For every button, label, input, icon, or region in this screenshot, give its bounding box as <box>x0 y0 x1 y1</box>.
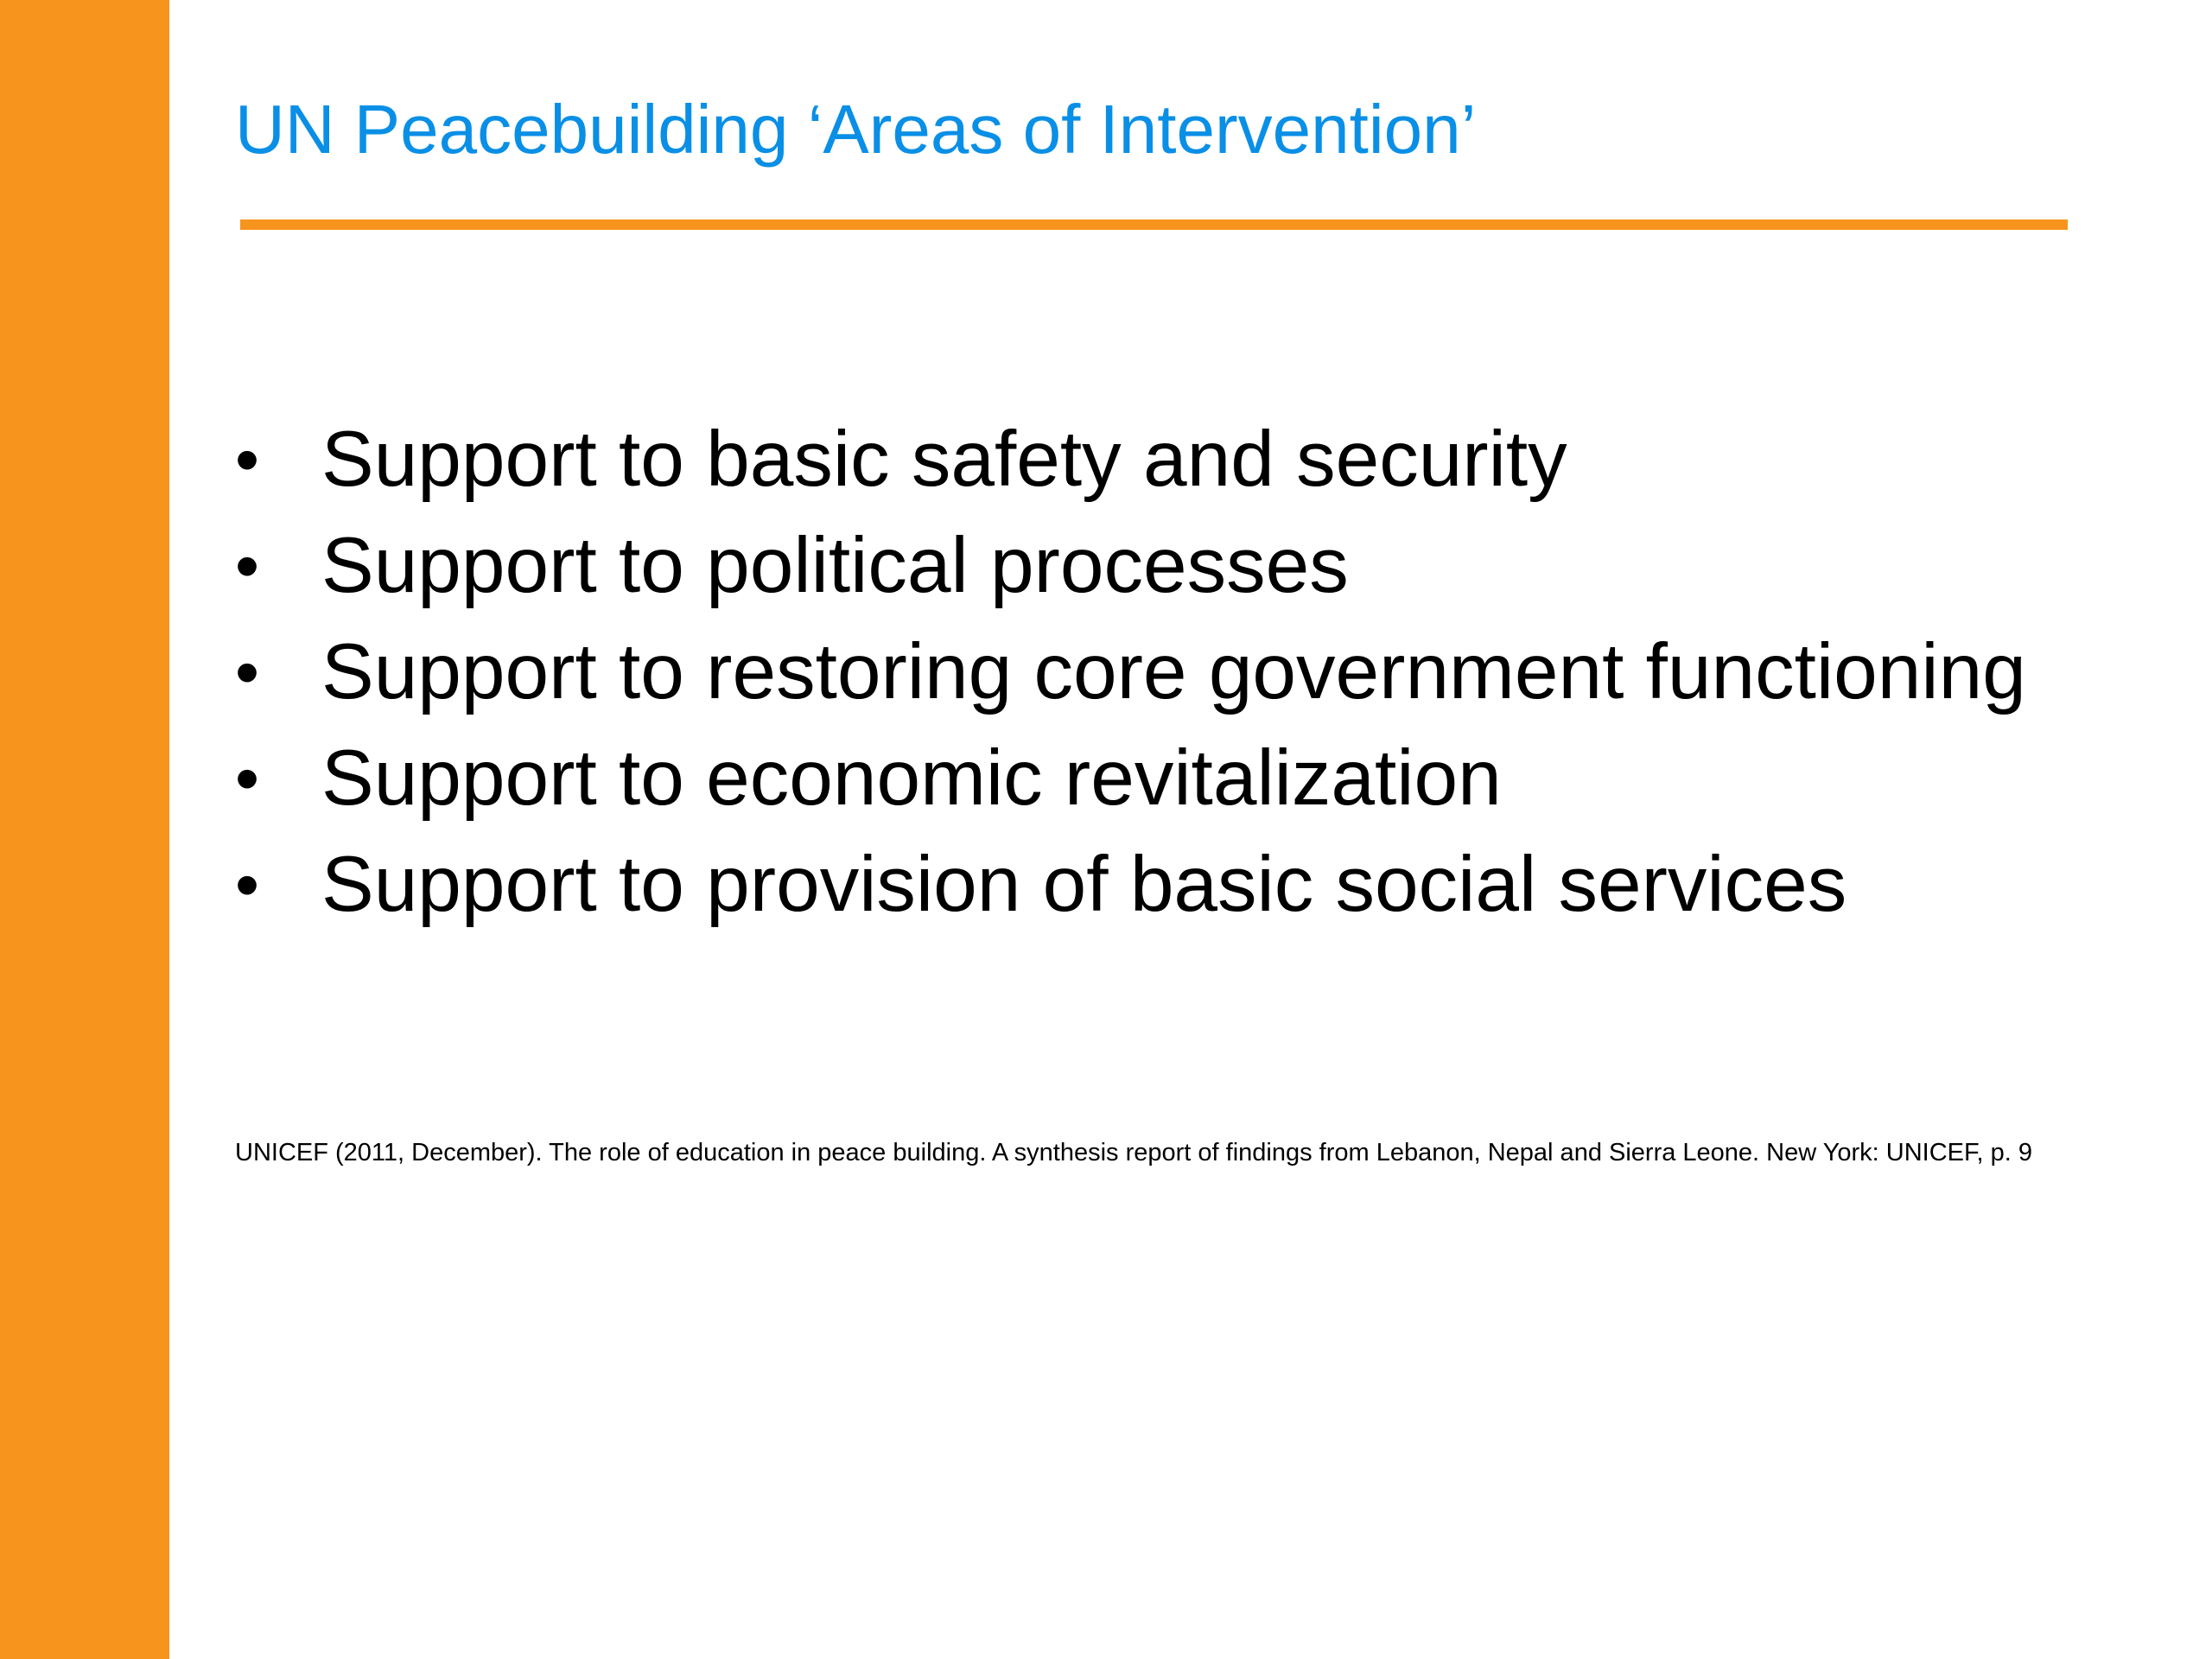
bullet-text: Support to restoring core government functioning <box>321 628 2026 715</box>
slide-title: UN Peacebuilding ‘Areas of Intervention’ <box>235 91 1477 168</box>
bullet-dot-icon: • <box>235 633 260 710</box>
title-underline <box>240 219 2068 230</box>
side-accent-bar <box>0 0 169 1659</box>
bullet-dot-icon: • <box>235 421 260 498</box>
bullet-list <box>235 406 2026 938</box>
bullet-dot-icon: • <box>235 846 260 923</box>
bullet-dot-icon: • <box>235 527 260 604</box>
bullet-item <box>235 831 2026 938</box>
bullet-text: Support to provision of basic social services <box>321 841 1847 928</box>
bullet-text: Support to political processes <box>321 522 1349 609</box>
bullet-item <box>235 725 2026 831</box>
bullet-item <box>235 619 2026 725</box>
bullet-item <box>235 512 2026 619</box>
bullet-item <box>235 406 2026 512</box>
citation-footnote: UNICEF (2011, December). The role of education in peace building. A synthesis report of findings from Lebanon, Nepal and Sierra Leone. New York: UNICEF, p. 9 <box>235 1139 2033 1166</box>
bullet-text: Support to economic revitalization <box>321 734 1502 822</box>
bullet-text: Support to basic safety and security <box>321 416 1567 503</box>
bullet-dot-icon: • <box>235 740 260 817</box>
